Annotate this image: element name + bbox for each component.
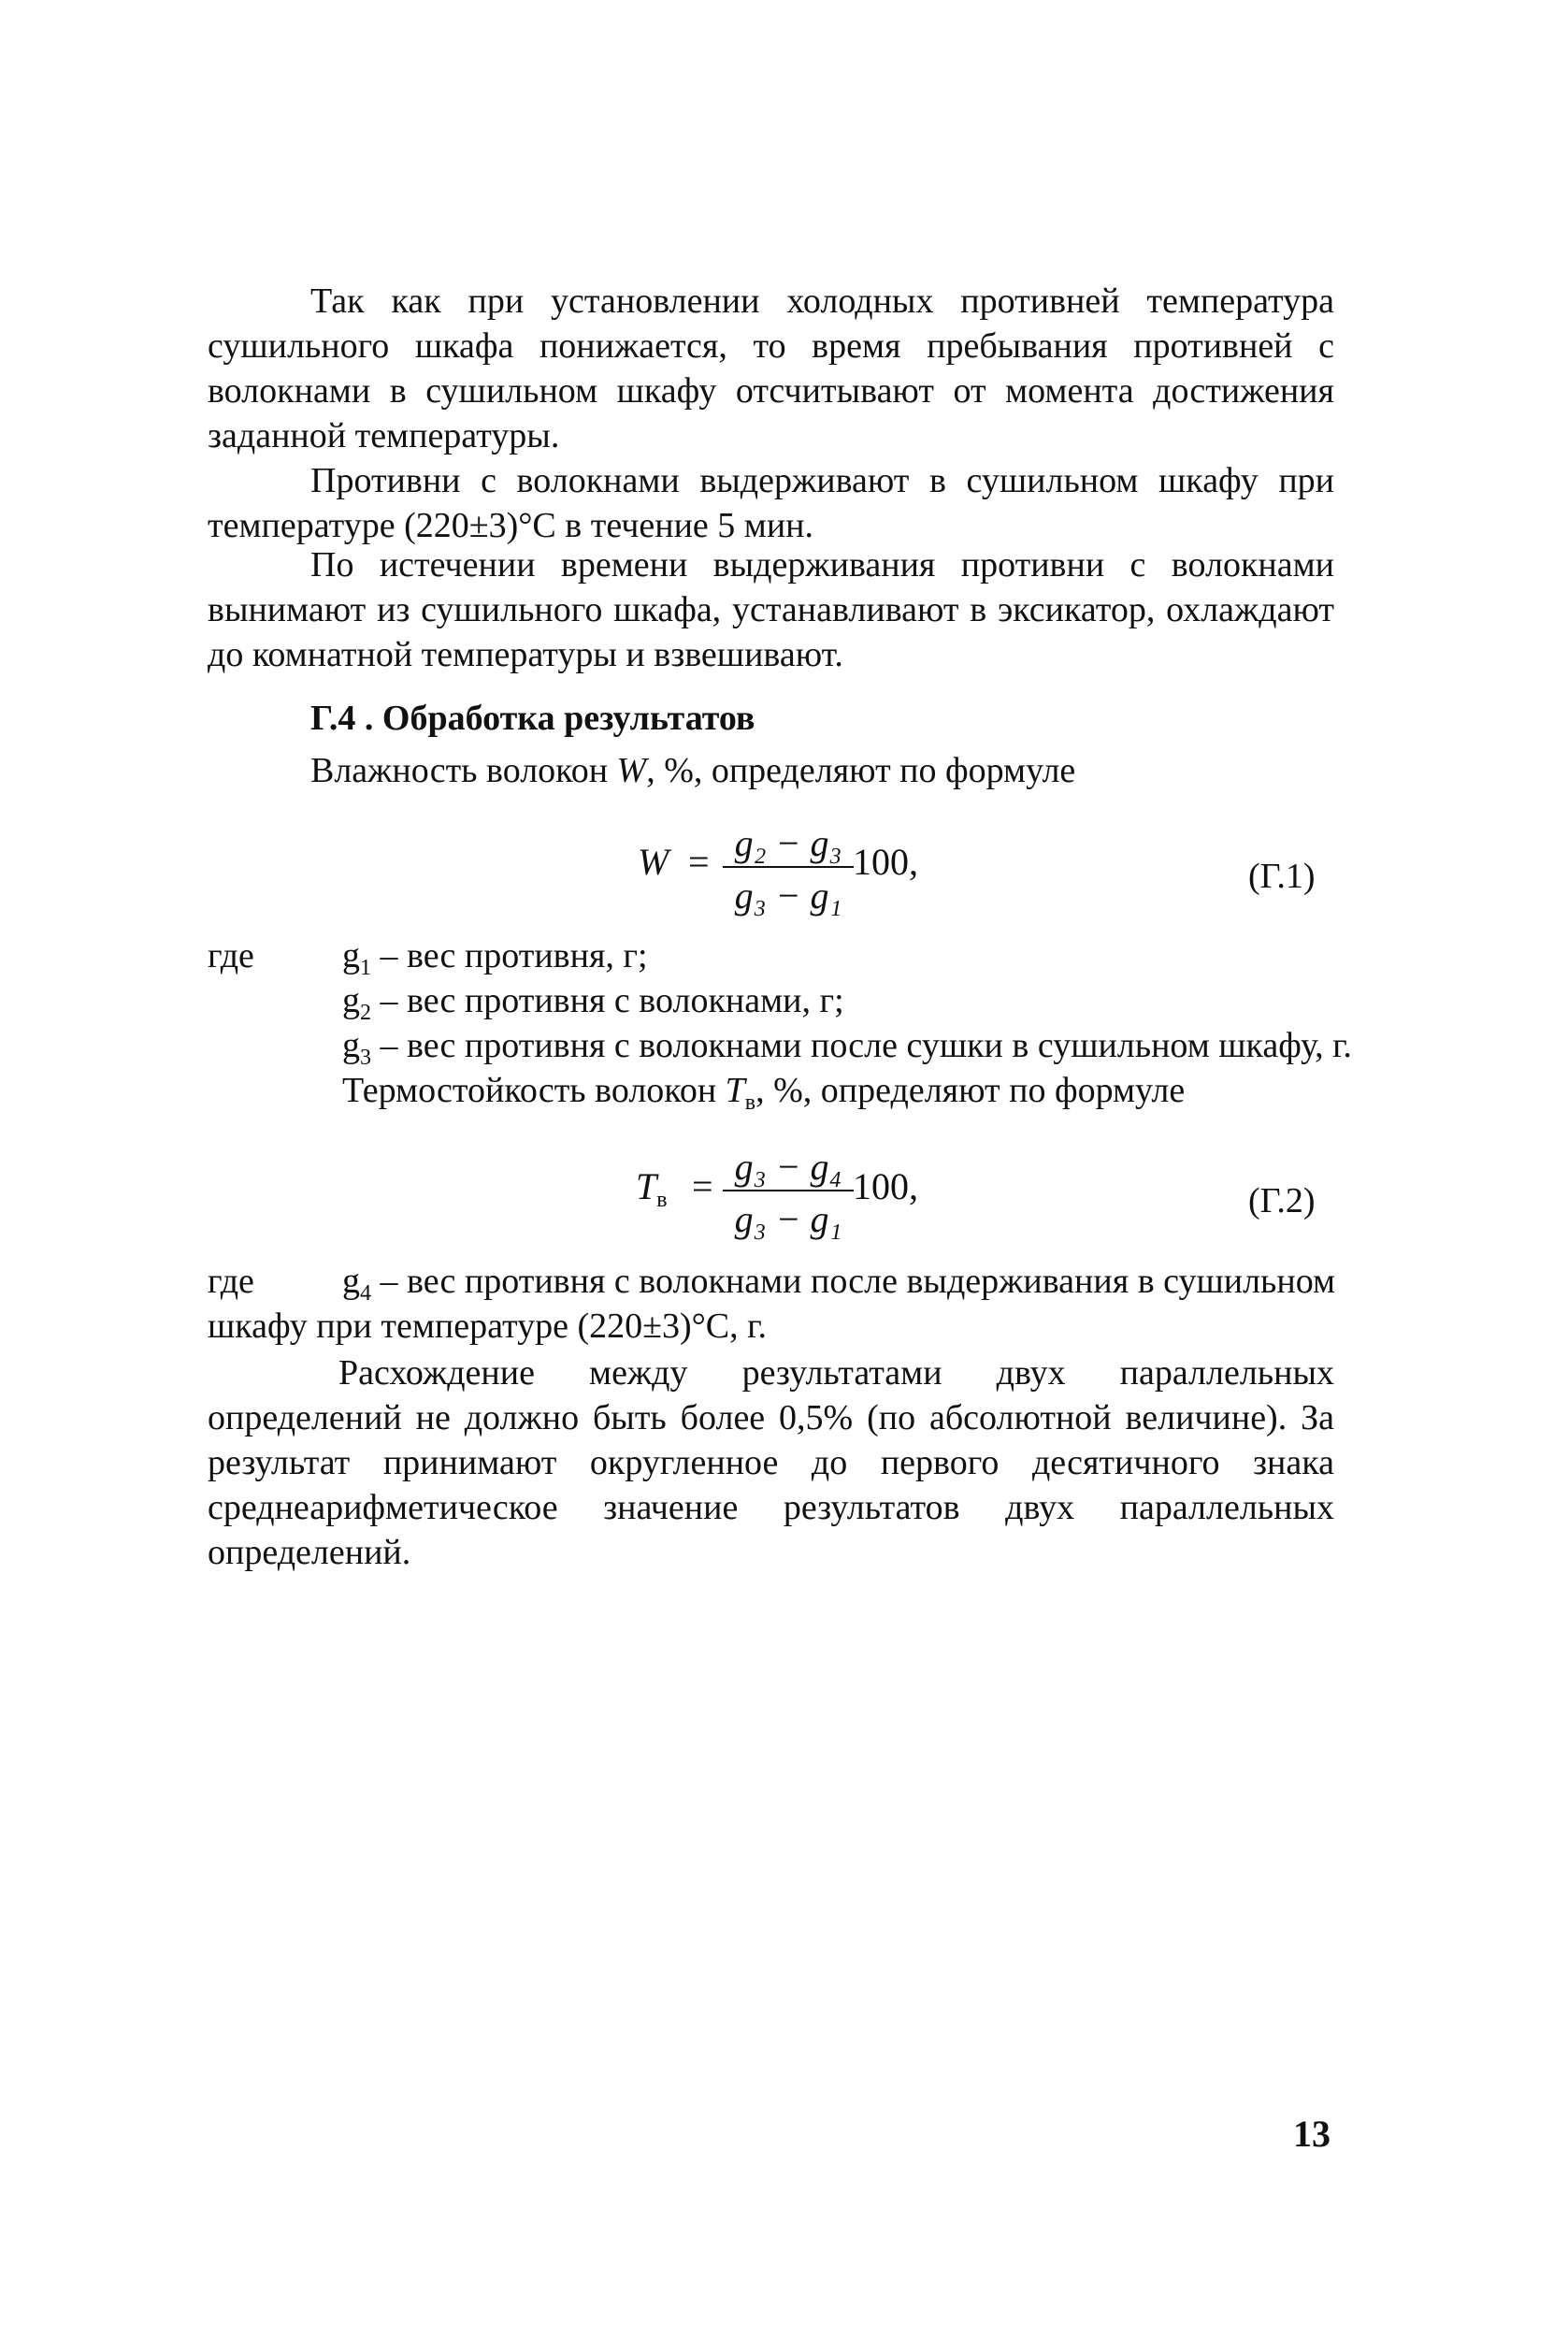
g4-definition: – вес противня с волокнами после выдерживания в сушильном <box>371 1262 1336 1301</box>
where-label-1: где <box>208 936 254 975</box>
formula-g1-number: (Г.1) <box>1248 857 1316 896</box>
formula-g2-number: (Г.2) <box>1248 1181 1316 1220</box>
formula-g1-denominator: g₃ − g₁ <box>734 874 842 917</box>
thermo-intro-var: Т <box>725 1071 745 1110</box>
thermo-intro <box>342 1068 1185 1125</box>
formula-g2-numerator: g₃ − g₄ <box>734 1146 842 1188</box>
g2-symbol: g <box>342 981 360 1020</box>
paragraph-3-text: По истечении времени выдерживания противни с волокнами вынимают из сушильного шкафа, устанавливают в эксикатор, охлаждают до комнатной температуры и взвешивают. <box>208 545 1334 674</box>
moisture-intro-suffix: , %, определяют по формуле <box>646 751 1076 790</box>
formula-g2-fraction-bar <box>723 1190 854 1191</box>
formula-g2-lhs-var: Т <box>636 1165 657 1207</box>
formula-g2-multiplier: 100, <box>853 1165 918 1207</box>
section-heading: Г.4 . Обработка результатов <box>310 699 755 738</box>
g3-definition: – вес противня с волокнами после сушки в сушильном шкафу, г. <box>371 1026 1352 1065</box>
g2-definition: – вес противня с волокнами, г; <box>371 981 844 1020</box>
g2-subscript: 2 <box>360 1001 371 1025</box>
g1-symbol: g <box>342 936 360 975</box>
page-number: 13 <box>1293 2113 1331 2155</box>
paragraph-1 <box>208 279 1334 458</box>
formula-g2-lhs <box>636 1164 668 1213</box>
moisture-intro-var: W <box>616 751 647 790</box>
g4-symbol: g <box>342 1262 360 1301</box>
paragraph-2 <box>208 458 1334 548</box>
thermo-intro-prefix: Термостойкость волокон <box>342 1071 717 1110</box>
formula-g1-equals: = <box>688 841 710 883</box>
formula-g1-multiplier: 100, <box>853 841 918 883</box>
where-label-2: где <box>208 1262 254 1301</box>
formula-g2-denominator: g₃ − g₁ <box>734 1198 842 1240</box>
g1-subscript: 1 <box>360 956 371 980</box>
moisture-intro-prefix: Влажность волокон <box>310 751 609 790</box>
paragraph-1-text: Так как при установлении холодных противней температура сушильного шкафа понижается, то время пребывания противней с волокнами в сушильном шкафу отсчитывают от момента достижения заданной температуры. <box>208 282 1334 455</box>
formula-g2-lhs-sub: в <box>656 1188 668 1212</box>
g3-subscript: 3 <box>360 1046 371 1070</box>
formula-g1-fraction-bar <box>723 866 854 868</box>
formula-g2-equals: = <box>692 1165 713 1207</box>
g4-subscript: 4 <box>360 1281 371 1306</box>
formula-g1-numerator: g₂ − g₃ <box>734 822 842 864</box>
paragraph-2-text: Противни с волокнами выдерживают в сушильном шкафу при температуре (220±3)°С в течение 5 мин. <box>208 461 1334 545</box>
g3-symbol: g <box>342 1026 360 1065</box>
formula-g1-lhs: W <box>638 841 669 883</box>
moisture-intro <box>310 748 1075 793</box>
paragraph-final <box>208 1350 1334 1575</box>
thermo-intro-var-sub: в <box>744 1090 756 1115</box>
where-g4-continuation: шкафу при температуре (220±3)°С, г. <box>208 1307 767 1346</box>
paragraph-3 <box>208 542 1334 677</box>
paragraph-final-text: Расхождение между результатами двух параллельных определений не должно быть более 0,5% (по абсолютной величине). За результат принимают округленное до первого десятичного знака среднеарифметическое значение результатов двух параллельных определений. <box>208 1353 1334 1572</box>
g1-definition: – вес противня, г; <box>371 936 648 975</box>
thermo-intro-suffix: , %, определяют по формуле <box>755 1071 1186 1110</box>
